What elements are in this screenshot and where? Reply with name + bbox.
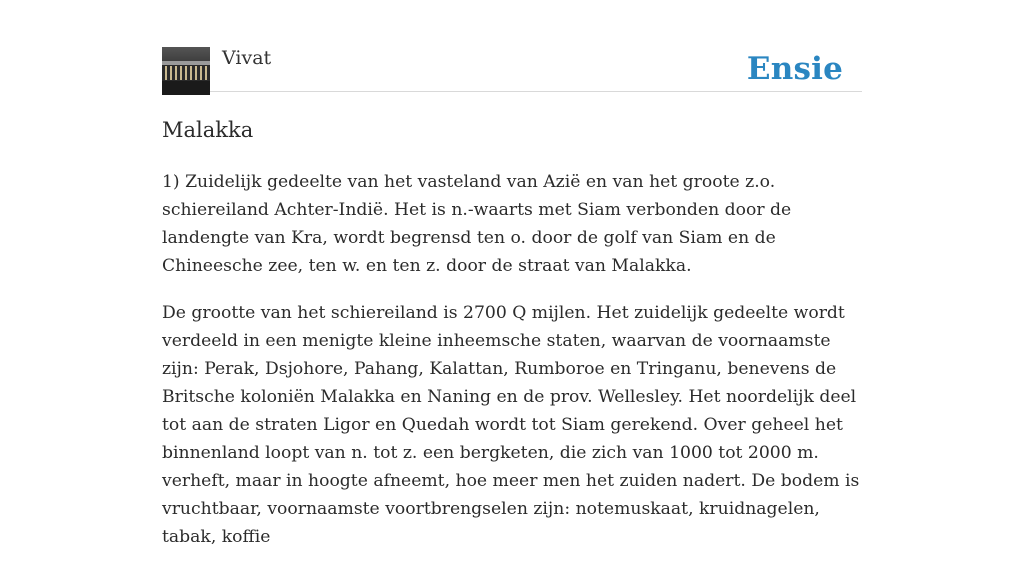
avatar[interactable] [162,47,210,95]
article-title: Malakka [162,118,254,142]
article-paragraph-2: De grootte van het schiereiland is 2700 Q mijlen. Het zuidelijk gedeelte wordt verdeeld in een menigte kleine inheemsche staten, waarvan de voornaamste zijn: Perak, Dsjohore, Pahang, Kalattan, Rumboroe en Tringanu, benevens de Britsche koloniën Malakka en Naning en de prov. Wellesley. Het noordelijk deel tot aan de straten Ligor en Quedah wordt tot Siam gerekend. Over geheel het binnenland loopt van n. tot z. een bergketen, die zich van 1000 tot 2000 m. verheft, maar in hoogte afneemt, hoe meer men het zuiden nadert. De bodem is vruchtbaar, voornaamste voortbrengselen zijn: notemuskaat, kruidnagelen, tabak, koffie [162,303,860,547]
article-paragraph-1: 1) Zuidelijk gedeelte van het vasteland van Azië en van het groote z.o. schiereiland Achter-Indië. Het is n.-waarts met Siam verbonden door de landengte van Kra, wordt begrensd ten o. door de golf van Siam en de Chineesche zee, ten w. en ten z. door de straat van Malakka. [162,172,792,276]
article-body [162,168,868,570]
author-name[interactable]: Vivat [222,47,272,69]
brand-logo[interactable]: Ensie [746,51,843,87]
header [162,0,862,92]
avatar-image [162,47,210,95]
article-page [162,0,862,547]
